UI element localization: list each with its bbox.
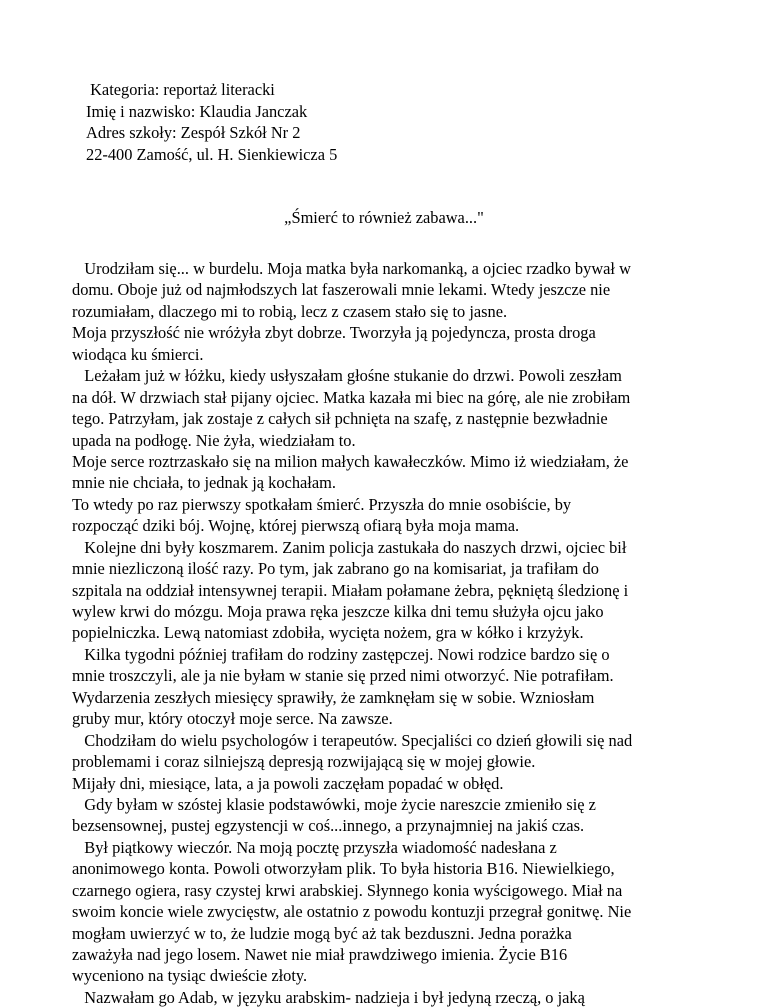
- body-line: Moja przyszłość nie wróżyła zbyt dobrze. Tworzyła ją pojedyncza, prosta droga: [72, 323, 596, 343]
- body-line: mnie troszczyli, ale ja nie byłam w stanie się przed nimi otworzyć. Nie potrafiłam.: [72, 666, 614, 686]
- body-line: bezsensownej, pustej egzystencji w coś...innego, a przynajmniej na jakiś czas.: [72, 816, 585, 836]
- document-header: [86, 79, 337, 165]
- body-line: wiodąca ku śmierci.: [72, 344, 204, 364]
- body-line: wylew krwi do mózgu. Moja prawa ręka jeszcze kilka dni temu służyła ojcu jako: [72, 602, 604, 621]
- body-line: rozpocząć dziki bój. Wojnę, której pierwszą ofiarą była moja mama.: [72, 516, 520, 536]
- body-line: domu. Oboje już od najmłodszych lat faszerowali mnie lekami. Wtedy jeszcze nie: [72, 280, 611, 300]
- header-school: Adres szkoły: Zespół Szkół Nr 2: [86, 123, 301, 143]
- document-body: [72, 258, 702, 1008]
- body-line: upada na podłogę. Nie żyła, wiedziałam to.: [72, 430, 356, 450]
- body-line: Wydarzenia zeszłych miesięcy sprawiły, że zamknęłam się w sobie. Wzniosłam: [72, 687, 595, 707]
- body-line: swoim koncie wiele zwycięstw, ale ostatnio z powodu kontuzji przegrał gonitwę. Nie: [72, 902, 632, 922]
- body-line: rozumiałam, dlaczego mi to robią, lecz z czasem stało się to jasne.: [72, 301, 508, 321]
- document-title: „Śmierć to również zabawa...": [284, 208, 484, 227]
- body-line: zaważyła nad jego losem. Nawet nie miał prawdziwego imienia. Życie B16: [72, 945, 568, 964]
- body-line: Kolejne dni były koszmarem. Zanim policja zastukała do naszych drzwi, ojciec bił: [72, 537, 627, 557]
- body-line: Był piątkowy wieczór. Na moją pocztę przyszła wiadomość nadesłana z: [72, 837, 557, 857]
- body-line: Leżałam już w łóżku, kiedy usłyszałam głośne stukanie do drzwi. Powoli zeszłam: [72, 366, 622, 386]
- header-category: Kategoria: reportaż literacki: [86, 80, 275, 99]
- body-line: tego. Patrzyłam, jak zostaje z całych sił pchnięta na szafę, z następnie bezwładnie: [72, 409, 608, 429]
- body-line: mogłam uwierzyć w to, że ludzie mogą być aż tak bezduszni. Jedna porażka: [72, 923, 572, 943]
- body-line: mnie nie chciała, to jednak ją kochałam.: [72, 473, 336, 493]
- body-line: Chodziłam do wielu psychologów i terapeutów. Specjaliści co dzień głowili się nad: [72, 730, 633, 750]
- header-author: Imię i nazwisko: Klaudia Janczak: [86, 101, 308, 121]
- body-line: gruby mur, który otoczył moje serce. Na zawsze.: [72, 709, 393, 729]
- body-line: Kilka tygodni później trafiłam do rodziny zastępczej. Nowi rodzice bardzo się o: [72, 644, 610, 664]
- body-line: Urodziłam się... w burdelu. Moja matka była narkomanką, a ojciec rzadko bywał w: [72, 259, 631, 278]
- body-line: problemami i coraz silniejszą depresją rozwijającą się w mojej głowie.: [72, 752, 536, 772]
- body-line: Mijały dni, miesiące, lata, a ja powoli zaczęłam popadać w obłęd.: [72, 773, 504, 793]
- body-line: Moje serce roztrzaskało się na milion małych kawałeczków. Mimo iż wiedziałam, że: [72, 451, 629, 471]
- body-line: popielniczka. Lewą natomiast zdobiła, wycięta nożem, gra w kółko i krzyżyk.: [72, 623, 584, 643]
- header-address: 22-400 Zamość, ul. H. Sienkiewicza 5: [86, 144, 338, 164]
- body-line: wyceniono na tysiąc dwieście złoty.: [72, 966, 308, 986]
- body-line: szpitala na oddział intensywnej terapii. Miałam połamane żebra, pękniętą śledzionę i: [72, 580, 629, 600]
- body-line: To wtedy po raz pierwszy spotkałam śmierć. Przyszła do mnie osobiście, by: [72, 494, 572, 514]
- body-line: anonimowego konta. Powoli otworzyłam plik. To była historia B16. Niewielkiego,: [72, 859, 615, 879]
- body-line: Nazwałam go Adab, w języku arabskim- nadzieja i był jedyną rzeczą, o jaką: [72, 987, 585, 1007]
- body-line: Gdy byłam w szóstej klasie podstawówki, moje życie nareszcie zmieniło się z: [72, 794, 596, 814]
- body-line: mnie niezliczoną ilość razy. Po tym, jak zabrano go na komisariat, ja trafiłam do: [72, 559, 599, 579]
- body-line: czarnego ogiera, rasy czystej krwi arabskiej. Słynnego konia wyścigowego. Miał na: [72, 880, 623, 900]
- body-line: na dół. W drzwiach stał pijany ojciec. Matka kazała mi biec na górę, ale nie zrobiłam: [72, 387, 631, 407]
